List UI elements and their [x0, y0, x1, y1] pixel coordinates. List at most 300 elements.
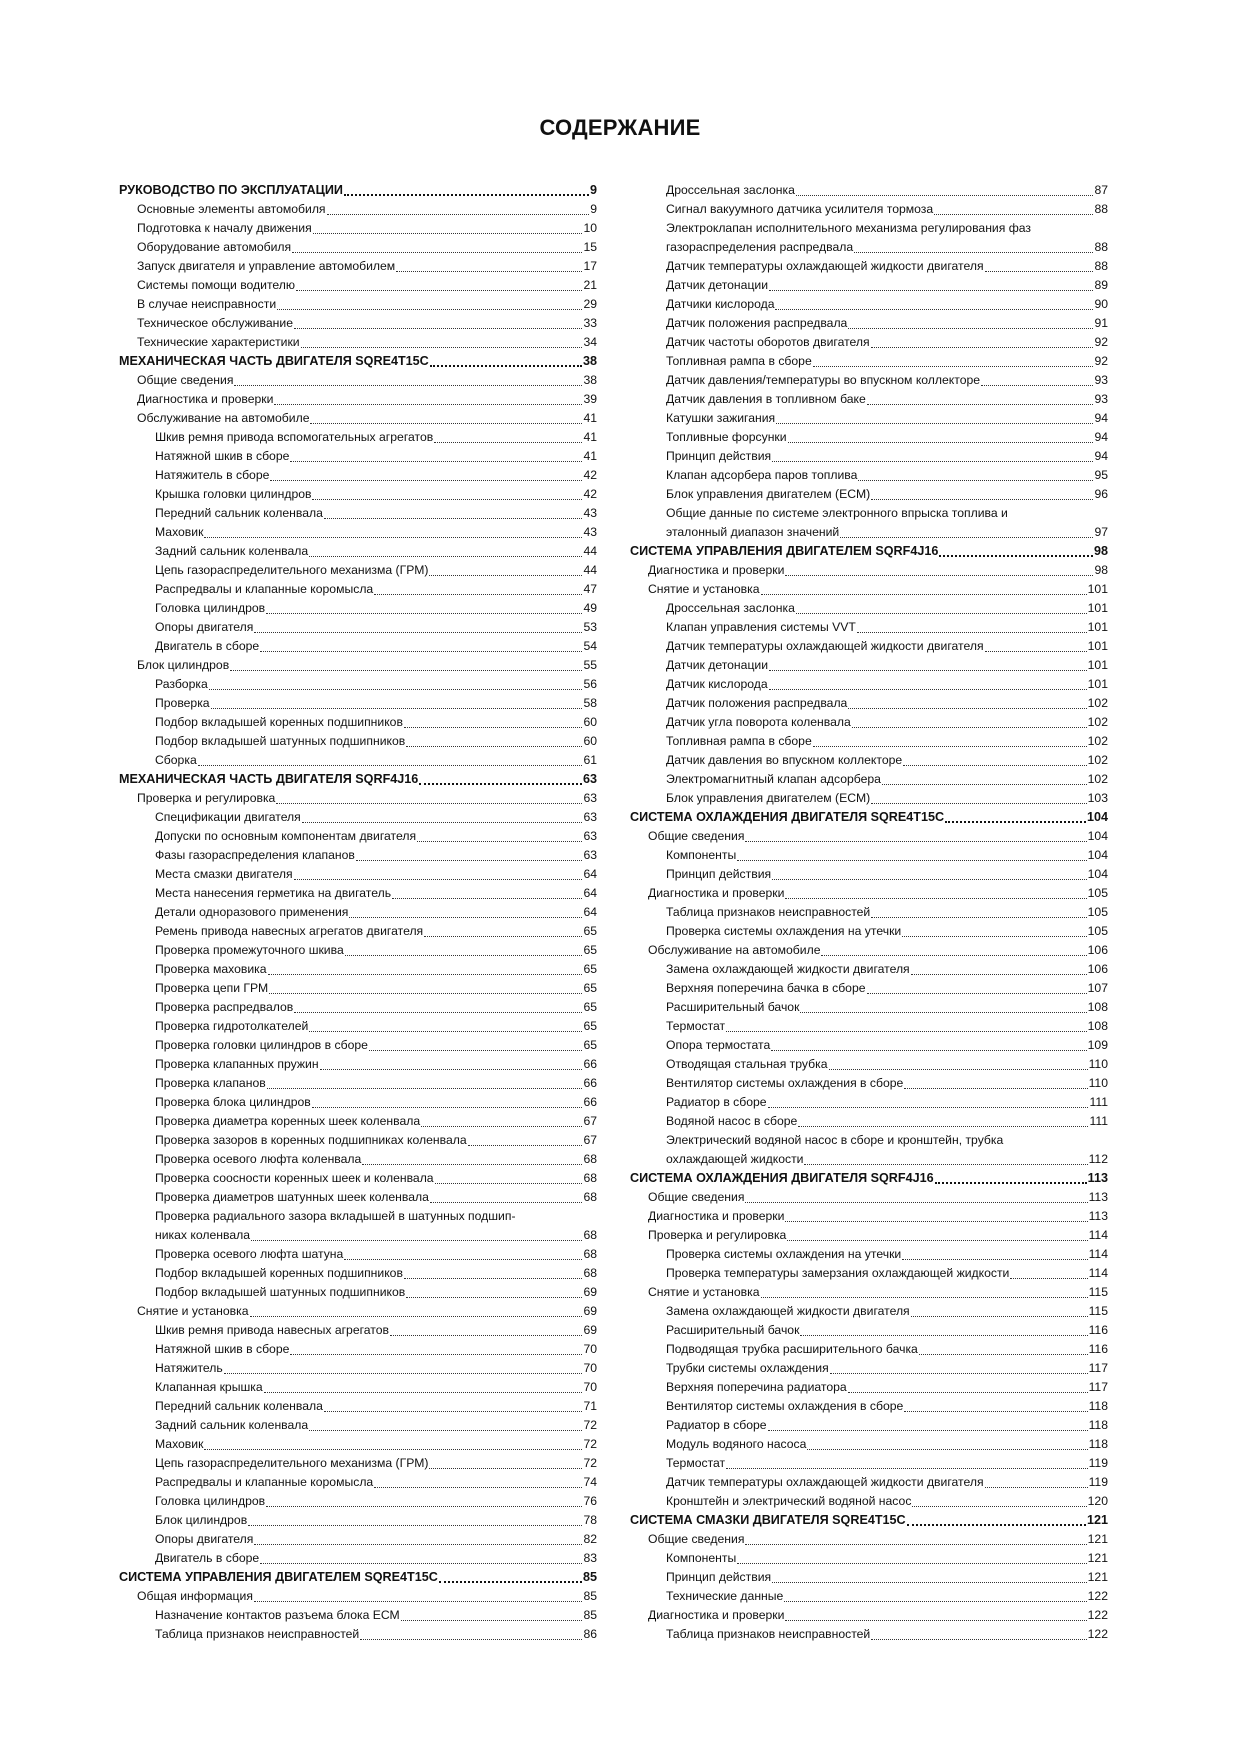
toc-entry[interactable] [119, 1549, 597, 1568]
toc-entry[interactable] [630, 1207, 1108, 1226]
toc-entry[interactable] [630, 846, 1108, 865]
toc-entry[interactable] [119, 200, 597, 219]
toc-entry[interactable] [119, 428, 597, 447]
dot-leader [204, 1449, 582, 1450]
toc-entry[interactable] [630, 827, 1108, 846]
toc-entry[interactable] [119, 1036, 597, 1055]
toc-page-number: 72 [583, 1437, 597, 1451]
toc-entry[interactable] [630, 390, 1108, 409]
dot-leader [434, 442, 582, 443]
toc-entry[interactable] [119, 1245, 597, 1264]
toc-entry[interactable] [630, 1454, 1108, 1473]
toc-entry[interactable] [630, 1416, 1108, 1435]
toc-entry[interactable] [119, 1625, 597, 1644]
toc-entry-title: Отводящая стальная трубка [666, 1057, 828, 1071]
toc-entry[interactable] [630, 181, 1108, 200]
toc-entry[interactable] [119, 219, 597, 238]
toc-entry[interactable] [119, 903, 597, 922]
toc-entry-title: Подготовка к началу движения [137, 221, 312, 235]
toc-entry-title: Проверка диаметра коренных шеек коленвала [155, 1114, 421, 1128]
toc-entry[interactable] [630, 1112, 1108, 1131]
toc-entry[interactable] [119, 1150, 597, 1169]
toc-entry[interactable] [119, 637, 597, 656]
toc-page-number: 93 [1094, 373, 1108, 387]
toc-entry[interactable] [119, 1131, 597, 1150]
toc-entry-title: Расширительный бачок [666, 1000, 800, 1014]
toc-entry[interactable] [630, 656, 1108, 675]
toc-page-number: 74 [583, 1475, 597, 1489]
dot-leader [871, 917, 1086, 918]
dot-leader [204, 537, 582, 538]
toc-entry[interactable] [630, 599, 1108, 618]
toc-entry[interactable] [630, 1397, 1108, 1416]
dot-leader [745, 1202, 1087, 1203]
toc-entry[interactable] [630, 675, 1108, 694]
toc-entry[interactable] [119, 1302, 597, 1321]
toc-entry-title: Проверка осевого люфта коленвала [155, 1152, 362, 1166]
dot-leader [290, 461, 582, 462]
toc-entry-title: Натяжитель [155, 1361, 223, 1375]
dot-leader [424, 936, 582, 937]
toc-entry-title: Проверка системы охлаждения на утечки [666, 1247, 902, 1261]
dot-leader [406, 1297, 582, 1298]
toc-entry-title: Электромагнитный клапан адсорбера [666, 772, 881, 786]
toc-entry-title: Основные элементы автомобиля [137, 202, 326, 216]
toc-entry[interactable] [630, 1321, 1108, 1340]
toc-entry-title: Компоненты [666, 848, 737, 862]
dot-leader [902, 936, 1086, 937]
toc-entry-title: Крышка головки цилиндров [155, 487, 312, 501]
toc-page-number: 83 [583, 1551, 597, 1565]
toc-page-number: 63 [583, 848, 597, 862]
toc-page-number: 111 [1089, 1114, 1108, 1128]
toc-entry[interactable] [119, 580, 597, 599]
toc-page-number: 34 [583, 335, 597, 349]
toc-entry[interactable] [119, 447, 597, 466]
toc-entry[interactable] [630, 352, 1108, 371]
toc-entry[interactable] [119, 1207, 597, 1226]
toc-entry[interactable] [119, 409, 597, 428]
toc-entry-continuation[interactable] [630, 1150, 1108, 1169]
toc-entry-title: Блок управления двигателем (ECM) [666, 791, 871, 805]
toc-entry-title: Сборка [155, 753, 197, 767]
toc-entry[interactable] [630, 1359, 1108, 1378]
toc-entry[interactable] [119, 941, 597, 960]
toc-entry[interactable] [630, 219, 1108, 238]
toc-entry[interactable] [630, 732, 1108, 751]
toc-page-number: 41 [583, 449, 597, 463]
toc-entry[interactable] [630, 257, 1108, 276]
toc-entry[interactable] [630, 504, 1108, 523]
toc-entry-continuation[interactable] [630, 238, 1108, 257]
toc-entry-continuation[interactable] [119, 1226, 597, 1245]
toc-entry-title: Подбор вкладышей шатунных подшипников [155, 734, 406, 748]
page-title: СОДЕРЖАНИЕ [539, 115, 701, 140]
toc-entry[interactable] [119, 1416, 597, 1435]
toc-page-number: 44 [583, 563, 597, 577]
toc-entry[interactable] [119, 1074, 597, 1093]
toc-entry[interactable] [630, 1283, 1108, 1302]
toc-entry[interactable] [630, 276, 1108, 295]
toc-entry-title: Клапанная крышка [155, 1380, 263, 1394]
toc-entry[interactable] [119, 713, 597, 732]
dot-leader [250, 1316, 583, 1317]
toc-entry[interactable] [630, 960, 1108, 979]
dot-leader [821, 955, 1086, 956]
toc-entry-title: Дроссельная заслонка [666, 183, 795, 197]
toc-entry[interactable] [119, 295, 597, 314]
toc-entry[interactable] [119, 257, 597, 276]
toc-entry[interactable] [119, 618, 597, 637]
toc-entry[interactable] [630, 713, 1108, 732]
dot-leader [854, 252, 1093, 253]
toc-entry[interactable] [119, 998, 597, 1017]
toc-page-number: 29 [583, 297, 597, 311]
toc-page-number: 92 [1094, 335, 1108, 349]
toc-entry[interactable] [630, 1302, 1108, 1321]
dot-leader [813, 746, 1087, 747]
toc-entry[interactable] [119, 1454, 597, 1473]
toc-entry-title: Шкив ремня привода навесных агрегатов [155, 1323, 389, 1337]
toc-entry-title: Сигнал вакуумного датчика усилителя тормоза [666, 202, 934, 216]
toc-entry-title: Шкив ремня привода вспомогательных агрегатов [155, 430, 434, 444]
toc-page-number: 104 [1087, 867, 1108, 881]
toc-page-number: 110 [1088, 1057, 1108, 1071]
toc-entry[interactable] [630, 770, 1108, 789]
toc-page-number: 115 [1088, 1304, 1108, 1318]
dot-leader [726, 1031, 1087, 1032]
dot-leader [804, 1164, 1087, 1165]
toc-entry[interactable] [119, 1587, 597, 1606]
toc-entry[interactable] [630, 466, 1108, 485]
toc-entry[interactable] [119, 523, 597, 542]
toc-entry-title: никах коленвала [155, 1228, 251, 1242]
toc-entry-title: РУКОВОДСТВО ПО ЭКСПЛУАТАЦИИ [119, 183, 343, 197]
toc-page-number: 38 [583, 373, 597, 387]
toc-page-number: 76 [583, 1494, 597, 1508]
dot-leader [269, 993, 582, 994]
toc-entry[interactable] [630, 428, 1108, 447]
toc-page-number: 67 [583, 1133, 597, 1147]
toc-entry[interactable] [630, 1530, 1108, 1549]
toc-page-number: 60 [583, 715, 597, 729]
toc-entry[interactable] [630, 1017, 1108, 1036]
toc-page-number: 119 [1088, 1456, 1108, 1470]
toc-entry-title: Распредвалы и клапанные коромысла [155, 1475, 374, 1489]
toc-entry-title: Техническое обслуживание [137, 316, 293, 330]
toc-entry-title: СИСТЕМА ОХЛАЖДЕНИЯ ДВИГАТЕЛЯ SQRE4T15C [630, 810, 945, 824]
toc-section-heading[interactable] [119, 1568, 597, 1587]
toc-entry[interactable] [119, 732, 597, 751]
toc-page-number: 63 [583, 810, 597, 824]
dot-leader [907, 1524, 1086, 1526]
toc-page-number: 102 [1087, 753, 1108, 767]
dot-leader [785, 575, 1093, 576]
toc-entry[interactable] [119, 314, 597, 333]
toc-entry[interactable] [119, 333, 597, 352]
toc-entry[interactable] [119, 1112, 597, 1131]
toc-entry-title: Датчик угла поворота коленвала [666, 715, 851, 729]
toc-entry-title: Топливные форсунки [666, 430, 787, 444]
toc-entry[interactable] [119, 599, 597, 618]
toc-page-number: 93 [1094, 392, 1108, 406]
toc-entry[interactable] [630, 637, 1108, 656]
toc-entry[interactable] [630, 1378, 1108, 1397]
toc-entry[interactable] [630, 409, 1108, 428]
toc-entry-title: Электроклапан исполнительного механизма регулирования фаз [666, 221, 1031, 235]
toc-entry-title: Натяжной шкив в сборе [155, 1342, 290, 1356]
toc-page-number: 69 [583, 1285, 597, 1299]
toc-entry[interactable] [119, 1492, 597, 1511]
toc-entry[interactable] [630, 1245, 1108, 1264]
toc-entry-title: Проверка клапанных пружин [155, 1057, 319, 1071]
toc-entry[interactable] [630, 884, 1108, 903]
toc-entry[interactable] [119, 561, 597, 580]
toc-entry[interactable] [119, 1017, 597, 1036]
toc-page-number: 97 [1094, 525, 1108, 539]
toc-entry[interactable] [630, 200, 1108, 219]
toc-entry-title: Проверка головки цилиндров в сборе [155, 1038, 368, 1052]
toc-entry[interactable] [119, 1169, 597, 1188]
toc-entry-title: Подбор вкладышей шатунных подшипников [155, 1285, 406, 1299]
toc-entry[interactable] [119, 485, 597, 504]
dot-leader [406, 746, 582, 747]
toc-entry[interactable] [630, 941, 1108, 960]
toc-entry[interactable] [119, 504, 597, 523]
toc-entry[interactable] [630, 1587, 1108, 1606]
toc-entry[interactable] [630, 1264, 1108, 1283]
toc-entry[interactable] [119, 1606, 597, 1625]
toc-page-number: 102 [1087, 734, 1108, 748]
toc-entry[interactable] [630, 1492, 1108, 1511]
dot-leader [768, 1107, 1089, 1108]
toc-entry[interactable] [630, 1131, 1108, 1150]
toc-entry-continuation[interactable] [630, 523, 1108, 542]
toc-page-number: 63 [583, 829, 597, 843]
toc-page-number: 72 [583, 1418, 597, 1432]
toc-page-number: 108 [1087, 1019, 1108, 1033]
dot-leader [912, 1506, 1086, 1507]
toc-page-number: 68 [583, 1266, 597, 1280]
toc-entry[interactable] [630, 1226, 1108, 1245]
dot-leader [294, 1012, 582, 1013]
toc-entry[interactable] [119, 542, 597, 561]
toc-entry[interactable] [119, 1511, 597, 1530]
toc-entry[interactable] [630, 789, 1108, 808]
toc-section-heading[interactable] [119, 352, 597, 371]
toc-page-number: 118 [1088, 1399, 1108, 1413]
toc-entry[interactable] [119, 276, 597, 295]
toc-entry[interactable] [630, 1625, 1108, 1644]
toc-page-number: 68 [583, 1190, 597, 1204]
dot-leader [768, 1430, 1088, 1431]
toc-entry[interactable] [119, 884, 597, 903]
toc-entry-title: Снятие и установка [648, 582, 760, 596]
dot-leader [309, 1031, 582, 1032]
dot-leader [266, 1506, 582, 1507]
toc-entry[interactable] [630, 295, 1108, 314]
toc-entry[interactable] [119, 1321, 597, 1340]
toc-entry-title: Разборка [155, 677, 208, 691]
toc-page-number: 43 [583, 506, 597, 520]
toc-section-heading[interactable] [119, 770, 597, 789]
dot-leader [934, 214, 1093, 215]
toc-entry-title: Цепь газораспределительного механизма (ГРМ) [155, 1456, 429, 1470]
toc-entry[interactable] [630, 751, 1108, 770]
toc-entry[interactable] [119, 1378, 597, 1397]
toc-page-number: 102 [1087, 696, 1108, 710]
toc-entry[interactable] [630, 333, 1108, 352]
toc-entry-title: Диагностика и проверки [648, 886, 785, 900]
toc-entry[interactable] [630, 618, 1108, 637]
toc-entry[interactable] [119, 1283, 597, 1302]
toc-entry[interactable] [119, 1264, 597, 1283]
toc-entry[interactable] [119, 675, 597, 694]
toc-entry[interactable] [119, 1093, 597, 1112]
toc-entry[interactable] [119, 694, 597, 713]
toc-entry[interactable] [630, 1036, 1108, 1055]
toc-entry[interactable] [630, 1340, 1108, 1359]
toc-entry[interactable] [119, 751, 597, 770]
toc-entry[interactable] [119, 1473, 597, 1492]
toc-entry[interactable] [630, 1055, 1108, 1074]
dot-leader [985, 271, 1094, 272]
toc-entry-title: Оборудование автомобиля [137, 240, 292, 254]
dot-leader [264, 1392, 583, 1393]
toc-entry-title: Маховик [155, 525, 204, 539]
toc-page-number: 60 [583, 734, 597, 748]
dot-leader [981, 385, 1093, 386]
toc-entry-title: Топливная рампа в сборе [666, 354, 812, 368]
toc-entry[interactable] [630, 865, 1108, 884]
toc-entry[interactable] [630, 922, 1108, 941]
dot-leader [270, 480, 582, 481]
toc-entry[interactable] [119, 1188, 597, 1207]
toc-page-number: 38 [582, 354, 597, 368]
toc-entry[interactable] [630, 371, 1108, 390]
toc-page-number: 121 [1087, 1570, 1108, 1584]
toc-section-heading[interactable] [630, 542, 1108, 561]
toc-entry-title: Фазы газораспределения клапанов [155, 848, 355, 862]
toc-entry[interactable] [630, 1093, 1108, 1112]
toc-entry[interactable] [119, 1435, 597, 1454]
toc-entry-title: Общие сведения [648, 1532, 745, 1546]
toc-entry[interactable] [119, 827, 597, 846]
dot-leader [324, 1411, 583, 1412]
toc-entry[interactable] [119, 922, 597, 941]
toc-entry[interactable] [630, 561, 1108, 580]
toc-entry[interactable] [119, 390, 597, 409]
toc-entry[interactable] [119, 960, 597, 979]
toc-page-number: 114 [1088, 1228, 1108, 1242]
dot-leader [301, 347, 583, 348]
toc-entry[interactable] [630, 314, 1108, 333]
toc-entry[interactable] [630, 447, 1108, 466]
toc-section-heading[interactable] [630, 1169, 1108, 1188]
toc-entry[interactable] [119, 865, 597, 884]
toc-entry-title: Модуль водяного насоса [666, 1437, 807, 1451]
toc-entry[interactable] [119, 1530, 597, 1549]
toc-entry-title: МЕХАНИЧЕСКАЯ ЧАСТЬ ДВИГАТЕЛЯ SQRE4T15C [119, 354, 429, 368]
toc-entry-title: Задний сальник коленвала [155, 1418, 309, 1432]
toc-page-number: 68 [583, 1152, 597, 1166]
toc-entry-title: газораспределения распредвала [666, 240, 854, 254]
toc-entry[interactable] [630, 1549, 1108, 1568]
toc-entry-title: Блок управления двигателем (ECM) [666, 487, 871, 501]
toc-entry[interactable] [119, 1397, 597, 1416]
toc-entry[interactable] [119, 1340, 597, 1359]
dot-leader [830, 1373, 1088, 1374]
dot-leader [911, 1316, 1088, 1317]
toc-entry[interactable] [630, 979, 1108, 998]
toc-entry-title: Топливная рампа в сборе [666, 734, 812, 748]
toc-entry[interactable] [630, 998, 1108, 1017]
toc-entry-title: Головка цилиндров [155, 601, 266, 615]
toc-entry[interactable] [119, 979, 597, 998]
toc-entry[interactable] [119, 656, 597, 675]
toc-section-heading[interactable] [630, 808, 1108, 827]
dot-leader [296, 290, 582, 291]
toc-entry-title: Места смазки двигателя [155, 867, 293, 881]
toc-section-heading[interactable] [119, 181, 597, 200]
toc-entry[interactable] [630, 1568, 1108, 1587]
toc-entry[interactable] [119, 238, 597, 257]
toc-entry[interactable] [119, 371, 597, 390]
toc-page-number: 122 [1087, 1627, 1108, 1641]
dot-leader [771, 1050, 1086, 1051]
toc-entry[interactable] [630, 1606, 1108, 1625]
toc-entry[interactable] [119, 1055, 597, 1074]
toc-entry[interactable] [119, 1359, 597, 1378]
toc-entry-title: СИСТЕМА ОХЛАЖДЕНИЯ ДВИГАТЕЛЯ SQRF4J16 [630, 1171, 934, 1185]
toc-page-number: 110 [1088, 1076, 1108, 1090]
dot-leader [775, 309, 1093, 310]
toc-entry[interactable] [630, 485, 1108, 504]
toc-page-number: 116 [1088, 1323, 1108, 1337]
toc-entry[interactable] [630, 694, 1108, 713]
toc-page-number: 71 [583, 1399, 597, 1413]
toc-entry[interactable] [630, 1473, 1108, 1492]
dot-leader [813, 366, 1094, 367]
toc-entry[interactable] [630, 1435, 1108, 1454]
toc-entry[interactable] [119, 466, 597, 485]
dot-leader [761, 594, 1087, 595]
toc-entry[interactable] [119, 808, 597, 827]
toc-entry-title: Дроссельная заслонка [666, 601, 795, 615]
toc-section-heading[interactable] [630, 1511, 1108, 1530]
toc-page-number: 65 [583, 943, 597, 957]
toc-page-number: 94 [1094, 411, 1108, 425]
toc-entry-title: Термостат [666, 1456, 726, 1470]
dot-leader [985, 1487, 1088, 1488]
toc-page-number: 65 [583, 1038, 597, 1052]
toc-entry-title: Трубки системы охлаждения [666, 1361, 829, 1375]
toc-entry-title: Назначение контактов разъема блока ЕСМ [155, 1608, 400, 1622]
toc-entry[interactable] [630, 1188, 1108, 1207]
toc-entry-title: Термостат [666, 1019, 726, 1033]
toc-entry[interactable] [119, 789, 597, 808]
toc-page-number: 122 [1087, 1608, 1108, 1622]
dot-leader [904, 1088, 1087, 1089]
toc-entry[interactable] [630, 1074, 1108, 1093]
toc-entry[interactable] [630, 903, 1108, 922]
toc-entry-title: Проверка осевого люфта шатуна [155, 1247, 344, 1261]
toc-entry-title: Опора термостата [666, 1038, 771, 1052]
toc-page-number: 66 [583, 1076, 597, 1090]
toc-entry[interactable] [119, 846, 597, 865]
toc-entry-title: Проверка распредвалов [155, 1000, 294, 1014]
toc-entry[interactable] [630, 580, 1108, 599]
